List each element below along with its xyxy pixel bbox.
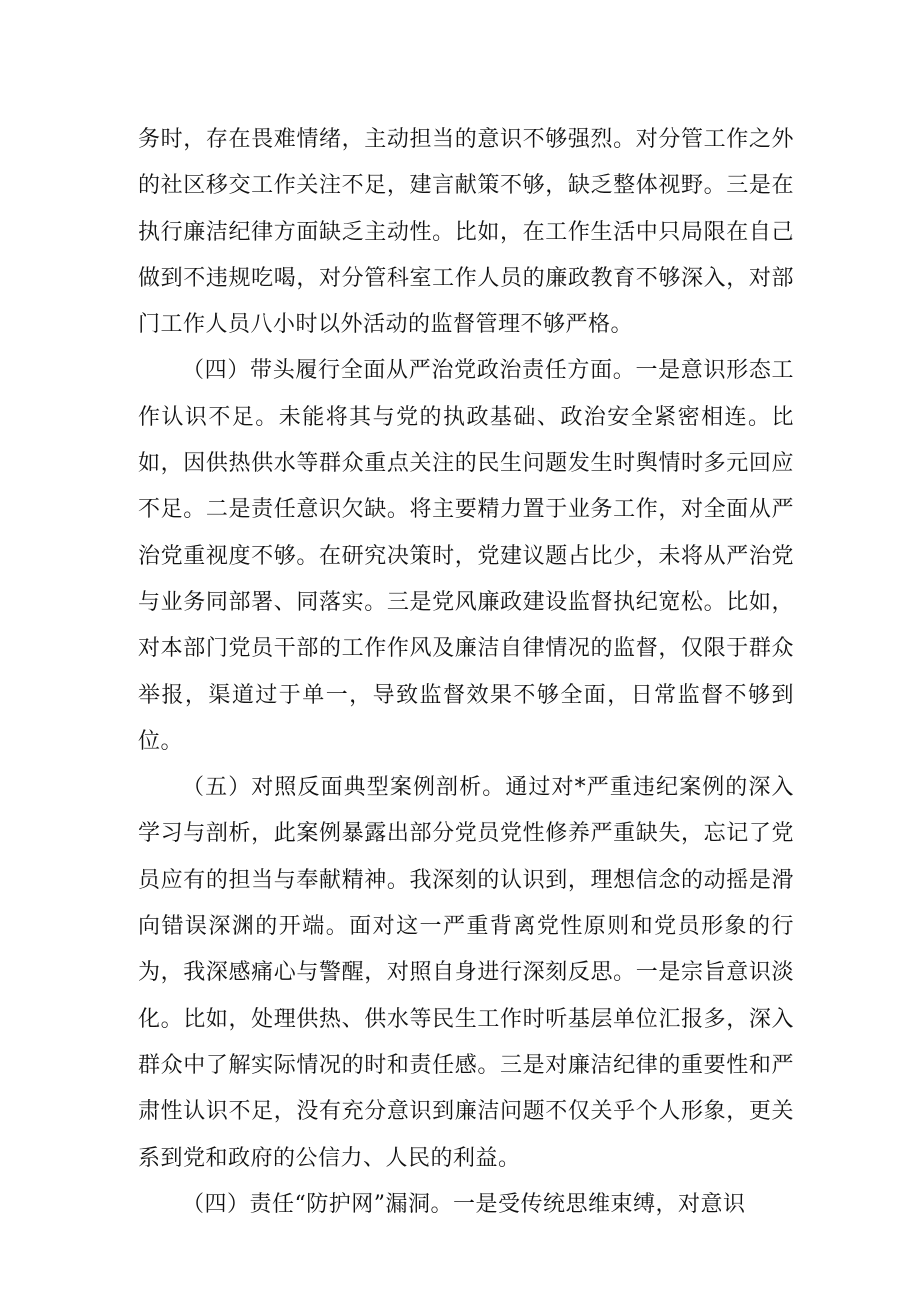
- paragraph-continuation: 务时，存在畏难情绪，主动担当的意识不够强烈。对分管工作之外的社区移交工作关注不足，建言献策不够，缺乏整体视野。三是在执行廉洁纪律方面缺乏主动性。比如，在工作生活中只局限在自己做到不违规吃喝，对分管科室工作人员的廉政教育不够深入，对部门工作人员八小时以外活动的监督管理不够严格。: [138, 127, 794, 338]
- document-body: [138, 117, 794, 1228]
- paragraph-section-four-responsibility: （四）带头履行全面从严治党政治责任方面。一是意识形态工作认识不足。未能将其与党的执政基础、政治安全紧密相连。比如，因供热供水等群众重点关注的民生问题发生时舆情时多元回应不足。二是责任意识欠缺。将主要精力置于业务工作，对全面从严治党重视度不够。在研究决策时，党建议题占比少，未将从严治党与业务同部署、同落实。三是党风廉政建设监督执纪宽松。比如，对本部门党员干部的工作作风及廉洁自律情况的监督，仅限于群众举报，渠道过于单一，导致监督效果不够全面，日常监督不够到位。: [138, 358, 794, 754]
- paragraph-section-five-case-analysis: （五）对照反面典型案例剖析。通过对*严重违纪案例的深入学习与剖析，此案例暴露出部分党员党性修养严重缺失，忘记了党员应有的担当与奉献精神。我深刻的认识到，理想信念的动摇是滑向错误深渊的开端。面对这一严重背离党性原则和党员形象的行为，我深感痛心与警醒，对照自身进行深刻反思。一是宗旨意识淡化。比如，处理供热、供水等民生工作时听基层单位汇报多，深入群众中了解实际情况的时和责任感。三是对廉洁纪律的重要性和严肃性认识不足，没有充分意识到廉洁问题不仅关乎个人形象，更关系到党和政府的公信力、人民的利益。: [138, 775, 794, 1171]
- paragraph-section-four-protective-net: （四）责任“防护网”漏洞。一是受传统思维束缚，对意识: [182, 1191, 746, 1217]
